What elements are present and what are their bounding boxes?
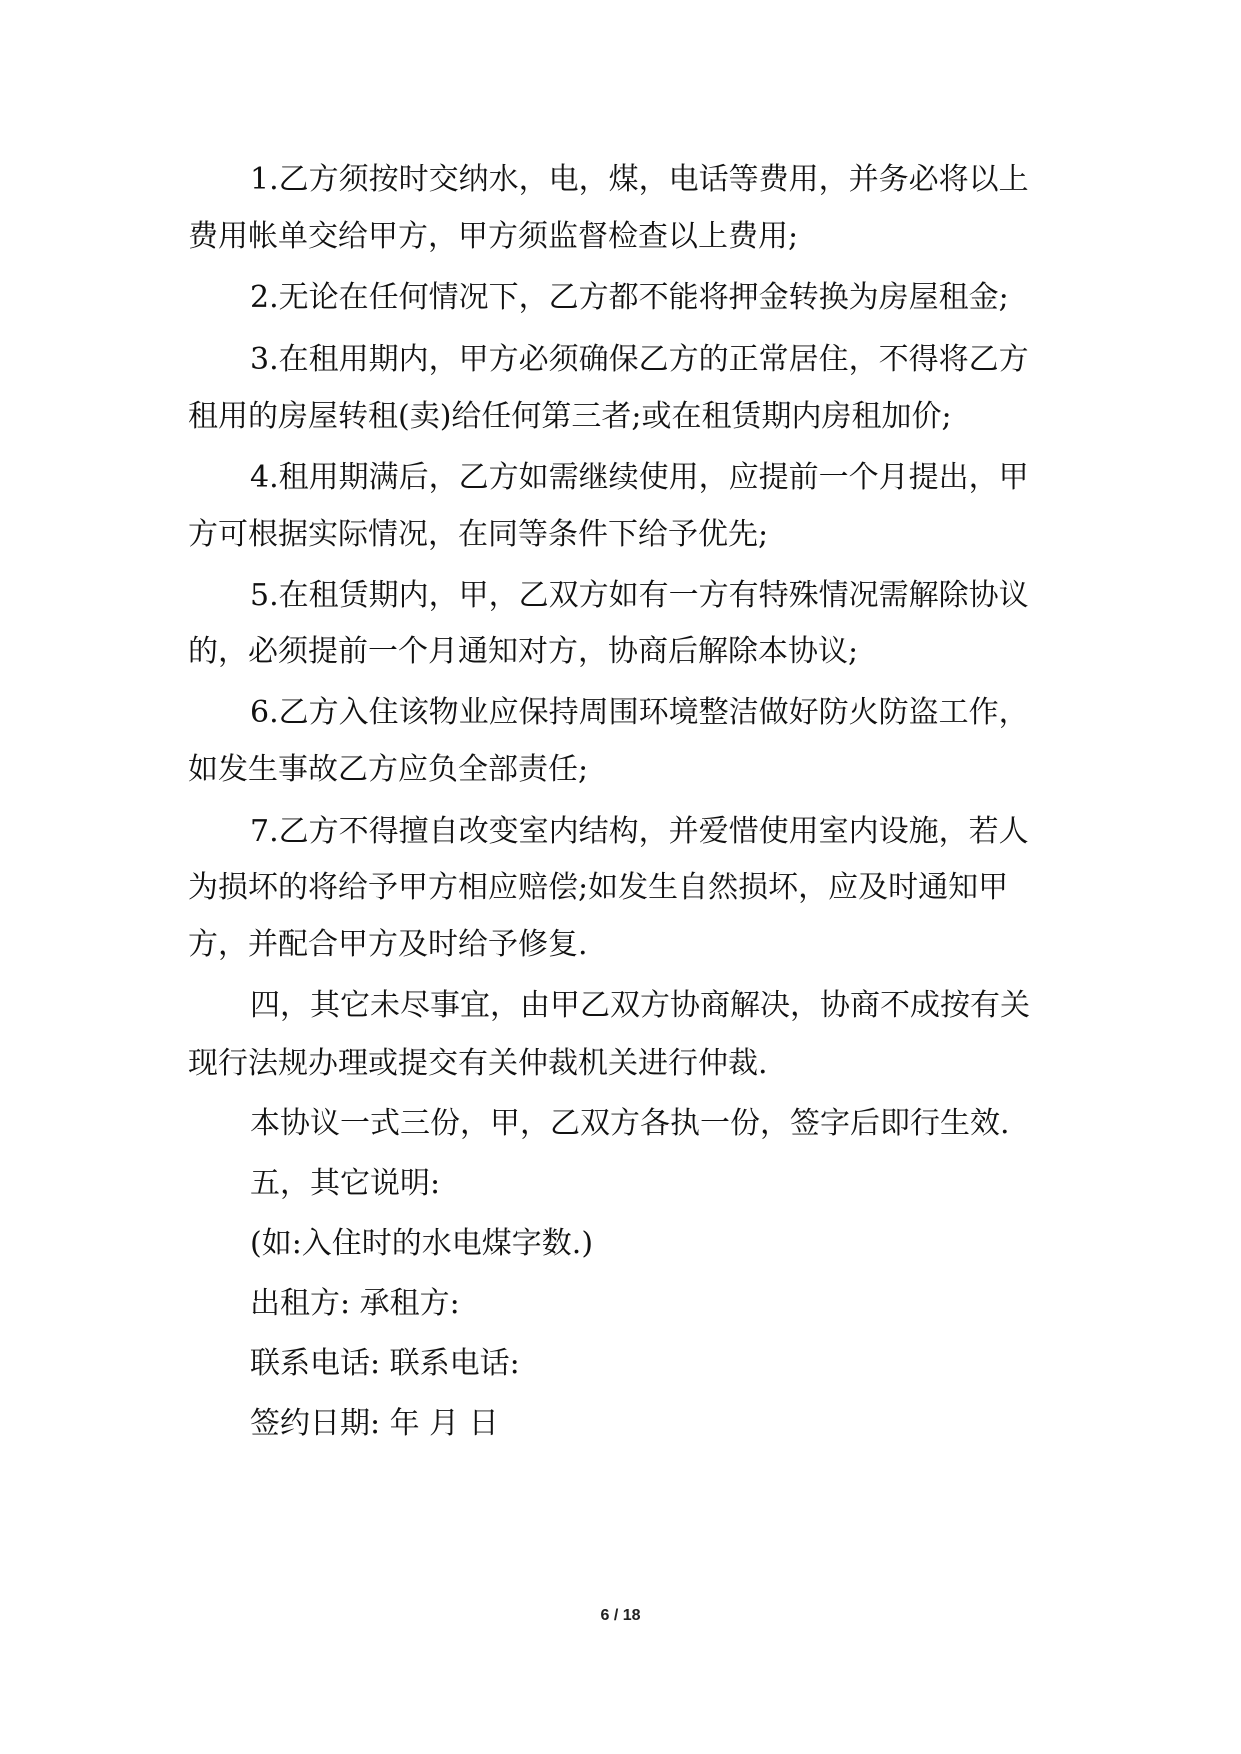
clause-5-line-2: 的，必须提前一个月通知对方，协商后解除本协议; [188,634,859,669]
section-4-line-2: 现行法规办理或提交有关仲裁机关进行仲裁. [188,1046,768,1081]
clause-3-line-2: 租用的房屋转租(卖)给任何第三者;或在租赁期内房租加价; [188,399,952,434]
clause-4-line-1: 4.租用期满后，乙方如需继续使用，应提前一个月提出，甲 [250,460,1029,495]
clause-6-line-1: 6.乙方入住该物业应保持周围环境整洁做好防火防盗工作， [250,695,1029,730]
clause-7-line-1: 7.乙方不得擅自改变室内结构，并爱惜使用室内设施，若人 [250,814,1029,849]
clause-4-line-2: 方可根据实际情况，在同等条件下给予优先; [188,517,769,552]
clause-6-line-2: 如发生事故乙方应负全部责任; [188,752,589,787]
clause-7-line-3: 方，并配合甲方及时给予修复. [188,927,588,962]
contact-phone-line: 联系电话: 联系电话: [250,1346,520,1381]
section-5-heading: 五，其它说明: [250,1166,441,1201]
section-4-line-1: 四，其它未尽事宜，由甲乙双方协商解决，协商不成按有关 [250,988,1030,1023]
clause-5-line-1: 5.在租赁期内，甲，乙双方如有一方有特殊情况需解除协议 [250,578,1029,613]
section-5-note: (如:入住时的水电煤字数.) [250,1226,594,1261]
copies-clause: 本协议一式三份，甲，乙双方各执一份，签字后即行生效. [250,1106,1010,1141]
signing-date-line: 签约日期: 年 月 日 [250,1406,499,1441]
clause-3-line-1: 3.在租用期内，甲方必须确保乙方的正常居住，不得将乙方 [250,342,1029,377]
clause-7-line-2: 为损坏的将给予甲方相应赔偿;如发生自然损坏，应及时通知甲 [188,870,1009,905]
clause-2-line-1: 2.无论在任何情况下，乙方都不能将押金转换为房屋租金; [250,280,1009,315]
parties-signature-line: 出租方: 承租方: [250,1286,460,1321]
page-number: 6 / 18 [600,1607,641,1624]
clause-1-line-1: 1.乙方须按时交纳水，电，煤，电话等费用，并务必将以上 [250,162,1029,197]
clause-1-line-2: 费用帐单交给甲方，甲方须监督检查以上费用; [188,219,799,254]
